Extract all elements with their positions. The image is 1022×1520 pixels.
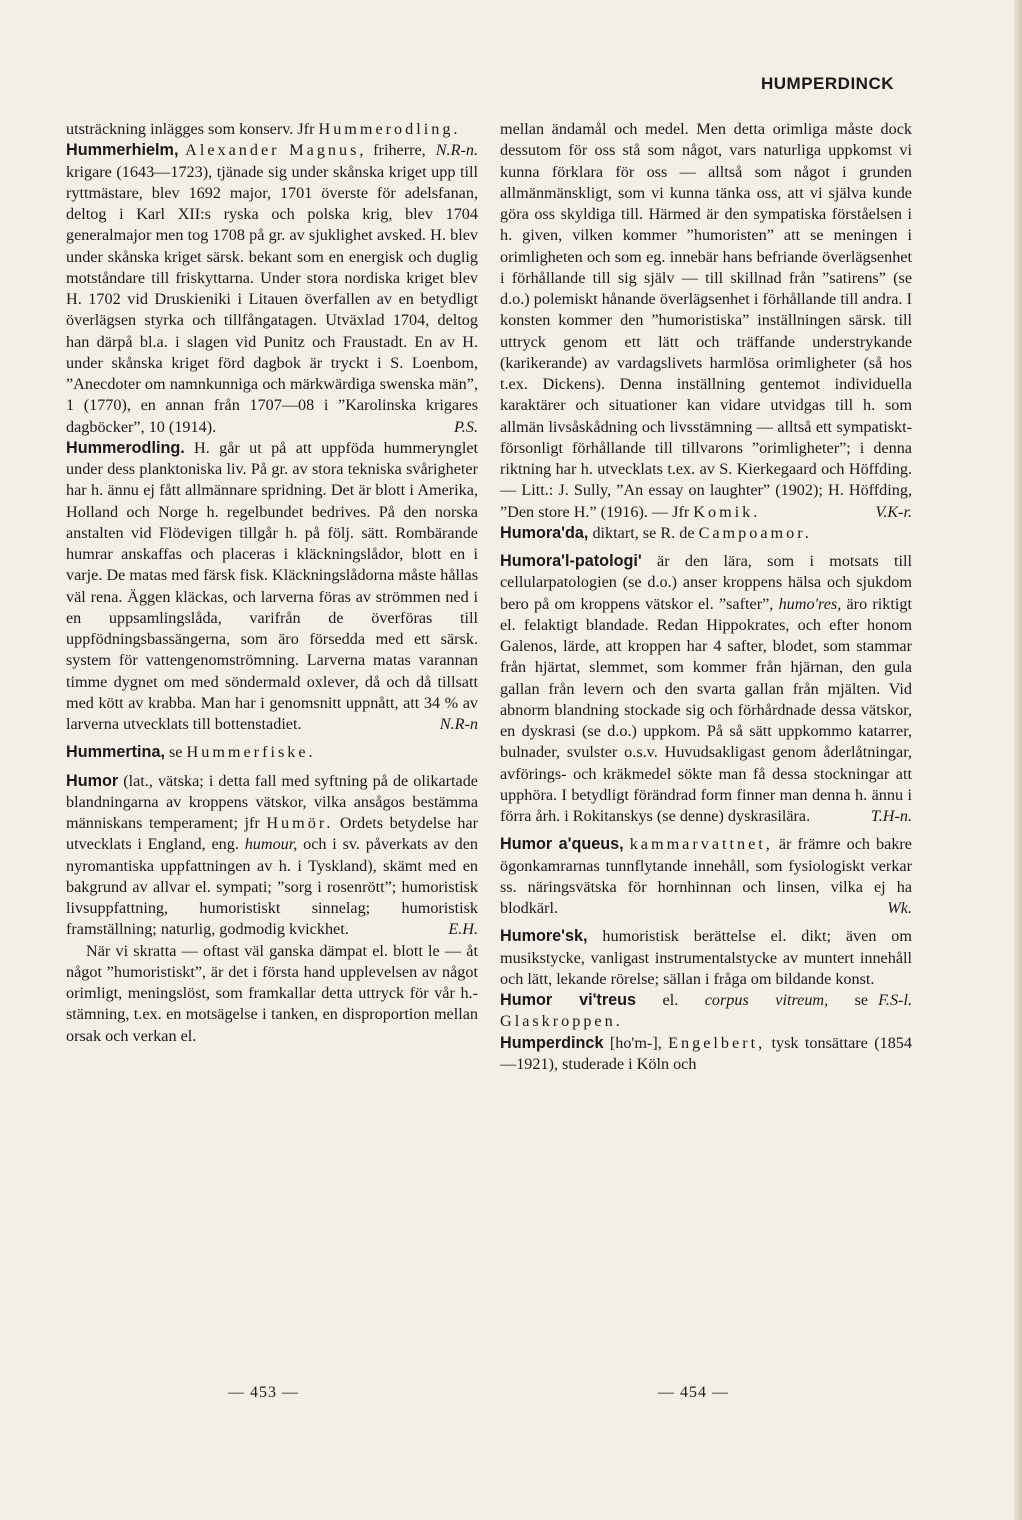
body-text: är den lära, som i motsats till cellularpatologien (se d.o.) anser kroppens hälsa och sjukdom bero på om kroppens vätskor el. ”safter”, bbox=[500, 552, 912, 613]
author-signature: V.K-r. bbox=[875, 502, 912, 521]
entry-humor-vitreus bbox=[500, 990, 912, 1033]
entry-humor bbox=[66, 771, 478, 941]
italic-term: humo'res, bbox=[778, 594, 842, 613]
cross-reference: Campoamor. bbox=[698, 523, 812, 542]
body-text: se bbox=[164, 743, 187, 762]
body-text: humoristisk berättelse el. dikt; även om musikstycke, vanligast instrumentalstycke av muntert innehåll och lätt, lekande rörelse; sällan i fråga om bildande konst. bbox=[500, 927, 912, 988]
body-text: friherre, krigare (1643—1723), tjänade sig under skånska kriget upp till ryttmästare, blev 1692 major, 1701 överste för adelsfanan, deltog i Karl XII:s ryska och polska krig, blev 1704 generalmajor men tog 1708 på gr. av sjuklighet avsked. H. blev under skånska kriget särsk. bekant som en energisk och duglig motståndare till friskyttarna. Under stora nordiska kriget blev H. 1702 vid Druskieniki i Litauen överfallen av en betydligt överlägsen styrka och tillfångatagen. Utväxlad 1704, deltog han därpå bl.a. i slagen vid Punitz och Fraustadt. En av H. under skånska kriget förd dagbok är tryckt i S. Loenbom, ”Anecdoter om namnkunniga och märkwärdiga swenska män”, 1 (1770), en annan från 1707—08 i ”Karolinska krigares dagböcker”, 10 (1914). bbox=[66, 141, 478, 436]
entry-hummerodling bbox=[66, 438, 478, 736]
entry-humor-aqueus bbox=[500, 834, 912, 919]
running-head: HUMPERDINCK bbox=[761, 74, 894, 93]
cross-reference: Komik. bbox=[693, 502, 761, 521]
body-text: diktart, se R. de bbox=[588, 523, 699, 542]
author-signature: N.R-n. bbox=[435, 141, 478, 160]
author-signature: E.H. bbox=[448, 920, 478, 939]
entry-hummerhielm bbox=[66, 140, 478, 438]
cross-reference: Engelbert, bbox=[668, 1033, 766, 1052]
page-number-left: — 453 — bbox=[228, 1384, 299, 1401]
entry-humorada bbox=[500, 523, 912, 544]
body-text: el. bbox=[636, 991, 705, 1009]
headword: Humora'da, bbox=[500, 523, 589, 542]
headword: Hummerhielm, bbox=[66, 141, 179, 160]
entry-hummertina bbox=[66, 742, 478, 763]
body-text: mellan ändamål och medel. Men detta orimliga måste dock dessutom för oss stå som något, vars naturliga uppkomst vi kunna förklara för oss — alltså som något i grunden allmänmänskligt, som vi kunna tänka oss, att vi själva kunde göra oss skyldiga till. Härmed är den sympatiska förståelsen i h. given, vilken kommer ”humoristen” att se meningen i orimligheten och som eg. innebär hans befriande överlägsenhet i förhållande till sig själv — till skillnad från ”satirens” (se d.o.) polemiskt hånande överlägsenhet i förhållande till andra. I konsten kommer den ”humoristiska” inställningen särsk. till uttryck genom ett lätt och träffande understrykande (karikerande) av vardagslivets harmlösa orimligheter (så hos t.ex. Dickens). Denna inställning gentemot individuella karaktärer och situationer kan vidare utvidgas till h. som allmän livsåskådning och livsstämning — alltså ett sympatiskt-försonligt förhållande till tillvarons ”orimligheter”; i denna riktning har h. utvecklats t.ex. av S. Kierkegaard och Höffding. — Litt.: J. Sully, ”An essay on laughter” (1902); H. Höffding, ”Den store H.” (1916). — Jfr bbox=[500, 120, 912, 521]
headword: Hummertina, bbox=[66, 743, 165, 762]
headword: Hummerodling. bbox=[66, 438, 185, 457]
cross-reference: Hummerfiske. bbox=[186, 743, 316, 762]
entry-humoralpatologi bbox=[500, 551, 912, 827]
body-text: är främre och bakre ögonkamrarnas tunnflytande innehåll, som fysiologiskt verkar ss. näringsvätska för hornhinnan och linsen, vilka ej ha blodkärl. bbox=[500, 835, 912, 917]
body-text: äro riktigt el. felaktigt blandade. Redan Hippokrates, och efter honom Galenos, lärde, att kroppen har 4 safter, blodet, som stammar från hjärtat, slemmet, som kommer från hjärnan, den gula gallan från levern och den svarta gallan från mjälten. Vid abnorm blandning stockade sig och förhårdnade dessa vätskor, en dyskrasi (se d.o.) uppkom. På så sätt uppkommo katarrer, bulnader, svulster o.s.v. Huvudsakligast genom åderlåtningar, avförings- och kräkmedel sökte man få dessa stockningar att upphöra. I betydligt förändrad form finner man denna h. ännu i förra årh. i Rokitanskys (se denne) dyskrasilära. bbox=[500, 594, 912, 825]
italic-term: corpus vitreum, bbox=[704, 991, 829, 1009]
body-text: H. går ut på att uppföda hummerynglet under dess planktoniska liv. På gr. av stora tekniska svårigheter har h. ännu ej fått allmännare spridning. Det är blott i Amerika, Holland och Norge h. regelbundet bedrives. På den norska anstalten vid Flödevigen tillgår h. på följ. sätt. Rombärande humrar anskaffas och placeras i kläckningslådor, blott en i varje. De matas med färsk fisk. Kläckningslådorna måste hållas väl rena. Äggen kläckas, och larverna föras av strömmen ned i en uppsamlingslåda, varifrån de överföras till uppfödningsbassängerna, som äro försedda med ett särsk. system för vattengenomströmning. Larverna matas varannan timme dygnet om med söndermald oxlever, då och då tillsatt med kött av krabba. Man har i genomsnitt uppnått, att 34 % av larverna utvecklats till bottenstadiet. bbox=[66, 438, 478, 733]
author-signature: N.R-n bbox=[439, 715, 478, 733]
cross-reference: kammarvattnet, bbox=[629, 835, 773, 854]
cross-reference: Humör. bbox=[266, 814, 334, 832]
body-text: (lat., vätska; i detta fall med syftning på de olikartade blandningarna av kroppens vätskor, vilka ansågos bestämma människans temperament; jfr bbox=[66, 771, 478, 832]
author-signature: P.S. bbox=[454, 417, 478, 436]
headword: Humor bbox=[66, 771, 119, 790]
headword: Humperdinck bbox=[500, 1033, 604, 1052]
body-text: se bbox=[828, 991, 869, 1009]
headword: Humor vi'treus bbox=[500, 991, 637, 1009]
entry-humor-paragraph-2: När vi skratta — oftast väl ganska dämpat el. blott le — åt något ”humoristiskt”, är det i första hand upplevelsen av något orimligt, meningslöst, som framkallar detta uttryck för vår h.-stämning, t.ex. en motsägelse i tanken, en disproportion mellan orsak och verkan el. bbox=[66, 941, 478, 1045]
cross-reference: Hummerodling. bbox=[318, 120, 461, 138]
body-text: [ho'm-], bbox=[603, 1033, 669, 1052]
author-signature: T.H-n. bbox=[870, 807, 912, 825]
right-column bbox=[500, 119, 912, 1075]
spaced-name: Alexander Magnus, bbox=[185, 141, 367, 160]
body-text: och i sv. påverkats av den nyromantiska uppfattningen av h. i Tyskland), skämt med en bakgrund av allvar el. sympati; ”sorg i rosenrött”; humoristisk livsuppfattning, humoristiskt sinnelag; humoristisk framställning; naturlig, godmodig kvickhet. bbox=[66, 835, 478, 939]
italic-term: humour, bbox=[244, 835, 298, 854]
author-signature: F.S-l. bbox=[878, 991, 912, 1009]
cross-reference: Glaskroppen. bbox=[500, 1012, 623, 1031]
entry-humperdinck bbox=[500, 1033, 912, 1076]
body-text: Ordets betydelse har utvecklats i England, eng. bbox=[66, 814, 478, 854]
page-edge bbox=[1014, 0, 1022, 1520]
headword: Humora'l-patologi' bbox=[500, 552, 642, 570]
body-text: tysk tonsättare (1854—1921), studerade i Köln och bbox=[500, 1033, 912, 1073]
page-number-right: — 454 — bbox=[658, 1384, 729, 1401]
left-column bbox=[66, 119, 478, 1047]
author-signature: Wk. bbox=[887, 899, 912, 917]
body-text: utsträckning inlägges som konserv. Jfr bbox=[66, 120, 319, 138]
headword: Humor a'queus, bbox=[500, 835, 624, 854]
headword: Humore'sk, bbox=[500, 927, 588, 946]
entry-humor-continued bbox=[500, 119, 912, 523]
